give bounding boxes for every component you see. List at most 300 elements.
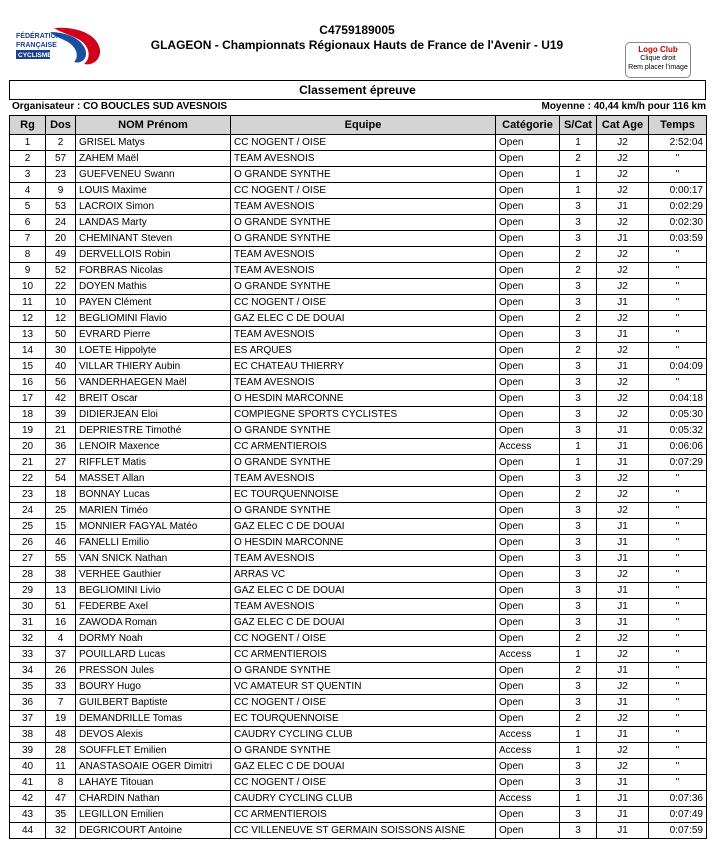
team-cell: TEAM AVESNOIS — [231, 151, 496, 167]
bib-cell: 49 — [46, 247, 76, 263]
age-category-cell: J1 — [597, 695, 649, 711]
rank-cell: 22 — [10, 471, 46, 487]
subcategory-cell: 3 — [560, 567, 597, 583]
bib-cell: 37 — [46, 647, 76, 663]
race-title: GLAGEON - Championnats Régionaux Hauts de France de l'Avenir - U19 — [150, 38, 564, 52]
rider-name-cell: GUILBERT Baptiste — [76, 695, 231, 711]
bib-cell: 57 — [46, 151, 76, 167]
subcategory-cell: 3 — [560, 535, 597, 551]
rider-name-cell: DEMANDRILLE Tomas — [76, 711, 231, 727]
age-category-cell: J1 — [597, 327, 649, 343]
rider-name-cell: LEGILLON Emilien — [76, 807, 231, 823]
age-category-cell: J2 — [597, 135, 649, 151]
age-category-cell: J1 — [597, 231, 649, 247]
rank-cell: 20 — [10, 439, 46, 455]
subcategory-cell: 3 — [560, 199, 597, 215]
time-cell: " — [649, 343, 707, 359]
subcategory-cell: 3 — [560, 503, 597, 519]
rank-cell: 30 — [10, 599, 46, 615]
category-cell: Open — [496, 327, 560, 343]
age-category-cell: J1 — [597, 295, 649, 311]
category-cell: Open — [496, 823, 560, 839]
bib-cell: 38 — [46, 567, 76, 583]
time-cell: " — [649, 551, 707, 567]
time-cell: 0:04:09 — [649, 359, 707, 375]
category-cell: Open — [496, 231, 560, 247]
page-header — [0, 0, 714, 80]
team-cell: O GRANDE SYNTHE — [231, 167, 496, 183]
category-cell: Open — [496, 487, 560, 503]
category-cell: Open — [496, 199, 560, 215]
team-cell: O GRANDE SYNTHE — [231, 503, 496, 519]
bib-cell: 20 — [46, 231, 76, 247]
age-category-cell: J2 — [597, 151, 649, 167]
age-category-cell: J1 — [597, 439, 649, 455]
table-row — [10, 343, 707, 359]
subcategory-cell: 3 — [560, 423, 597, 439]
table-row — [10, 455, 707, 471]
table-row — [10, 647, 707, 663]
table-row — [10, 439, 707, 455]
time-cell: " — [649, 663, 707, 679]
age-category-cell: J1 — [597, 663, 649, 679]
bib-cell: 54 — [46, 471, 76, 487]
rider-name-cell: ANASTASOAIE OGER Dimitri — [76, 759, 231, 775]
team-cell: TEAM AVESNOIS — [231, 599, 496, 615]
rank-cell: 36 — [10, 695, 46, 711]
team-cell: CC ARMENTIEROIS — [231, 647, 496, 663]
bib-cell: 4 — [46, 631, 76, 647]
table-row — [10, 567, 707, 583]
table-row — [10, 167, 707, 183]
rider-name-cell: GUEFVENEU Swann — [76, 167, 231, 183]
rider-name-cell: FANELLI Emilio — [76, 535, 231, 551]
time-cell: 0:07:49 — [649, 807, 707, 823]
category-cell: Open — [496, 343, 560, 359]
table-row — [10, 551, 707, 567]
time-cell: 0:07:36 — [649, 791, 707, 807]
table-row — [10, 135, 707, 151]
age-category-cell: J1 — [597, 551, 649, 567]
age-category-cell: J1 — [597, 535, 649, 551]
time-cell: " — [649, 471, 707, 487]
time-cell: " — [649, 647, 707, 663]
team-cell: EC TOURQUENNOISE — [231, 711, 496, 727]
time-cell: 0:03:59 — [649, 231, 707, 247]
team-cell: O GRANDE SYNTHE — [231, 279, 496, 295]
category-cell: Open — [496, 583, 560, 599]
subcategory-cell: 3 — [560, 759, 597, 775]
age-category-cell: J2 — [597, 503, 649, 519]
col-rank-header: Rg — [10, 116, 46, 135]
age-category-cell: J1 — [597, 359, 649, 375]
rank-cell: 24 — [10, 503, 46, 519]
team-cell: VC AMATEUR ST QUENTIN — [231, 679, 496, 695]
time-cell: 0:07:59 — [649, 823, 707, 839]
rider-name-cell: DERVELLOIS Robin — [76, 247, 231, 263]
rider-name-cell: FEDERBE Axel — [76, 599, 231, 615]
club-logo-hint-2: Rem placer l'image — [628, 64, 688, 71]
subcategory-cell: 3 — [560, 407, 597, 423]
category-cell: Open — [496, 663, 560, 679]
subcategory-cell: 1 — [560, 727, 597, 743]
time-cell: 0:02:30 — [649, 215, 707, 231]
rider-name-cell: MONNIER FAGYAL Matéo — [76, 519, 231, 535]
age-category-cell: J2 — [597, 311, 649, 327]
bib-cell: 8 — [46, 775, 76, 791]
table-row — [10, 727, 707, 743]
age-category-cell: J1 — [597, 727, 649, 743]
team-cell: TEAM AVESNOIS — [231, 199, 496, 215]
team-cell: TEAM AVESNOIS — [231, 551, 496, 567]
table-row — [10, 295, 707, 311]
subcategory-cell: 3 — [560, 471, 597, 487]
age-category-cell: J1 — [597, 823, 649, 839]
time-cell: " — [649, 631, 707, 647]
subcategory-cell: 2 — [560, 663, 597, 679]
age-category-cell: J2 — [597, 375, 649, 391]
rider-name-cell: BEGLIOMINI Livio — [76, 583, 231, 599]
table-row — [10, 375, 707, 391]
age-category-cell: J2 — [597, 247, 649, 263]
subcategory-cell: 1 — [560, 167, 597, 183]
team-cell: O GRANDE SYNTHE — [231, 663, 496, 679]
table-row — [10, 423, 707, 439]
bib-cell: 51 — [46, 599, 76, 615]
rider-name-cell: BREIT Oscar — [76, 391, 231, 407]
team-cell: ES ARQUES — [231, 343, 496, 359]
table-row — [10, 183, 707, 199]
team-cell: O GRANDE SYNTHE — [231, 423, 496, 439]
team-cell: TEAM AVESNOIS — [231, 247, 496, 263]
rank-cell: 21 — [10, 455, 46, 471]
category-cell: Open — [496, 711, 560, 727]
team-cell: EC CHATEAU THIERRY — [231, 359, 496, 375]
rider-name-cell: POUILLARD Lucas — [76, 647, 231, 663]
table-row — [10, 679, 707, 695]
bib-cell: 30 — [46, 343, 76, 359]
bib-cell: 48 — [46, 727, 76, 743]
rank-cell: 32 — [10, 631, 46, 647]
category-cell: Open — [496, 631, 560, 647]
section-title: Classement épreuve — [9, 80, 706, 100]
subcategory-cell: 3 — [560, 695, 597, 711]
team-cell: CAUDRY CYCLING CLUB — [231, 791, 496, 807]
age-category-cell: J2 — [597, 743, 649, 759]
time-cell: " — [649, 759, 707, 775]
subcategory-cell: 2 — [560, 263, 597, 279]
age-category-cell: J2 — [597, 567, 649, 583]
time-cell: " — [649, 167, 707, 183]
table-row — [10, 807, 707, 823]
results-table — [9, 115, 707, 839]
table-header-row — [10, 116, 707, 135]
time-cell: " — [649, 295, 707, 311]
subcategory-cell: 3 — [560, 231, 597, 247]
category-cell: Open — [496, 567, 560, 583]
bib-cell: 35 — [46, 807, 76, 823]
table-row — [10, 535, 707, 551]
age-category-cell: J2 — [597, 487, 649, 503]
time-cell: " — [649, 151, 707, 167]
table-row — [10, 791, 707, 807]
category-cell: Open — [496, 359, 560, 375]
rider-name-cell: LACROIX Simon — [76, 199, 231, 215]
rank-cell: 35 — [10, 679, 46, 695]
table-row — [10, 823, 707, 839]
subcategory-cell: 3 — [560, 391, 597, 407]
bib-cell: 33 — [46, 679, 76, 695]
category-cell: Open — [496, 423, 560, 439]
bib-cell: 40 — [46, 359, 76, 375]
time-cell: " — [649, 375, 707, 391]
ffc-logo-line2: FRANÇAISE — [16, 42, 57, 49]
age-category-cell: J1 — [597, 583, 649, 599]
team-cell: ARRAS VC — [231, 567, 496, 583]
team-cell: GAZ ELEC C DE DOUAI — [231, 583, 496, 599]
time-cell: " — [649, 711, 707, 727]
subcategory-cell: 3 — [560, 551, 597, 567]
team-cell: O HESDIN MARCONNE — [231, 391, 496, 407]
category-cell: Open — [496, 695, 560, 711]
race-info — [12, 101, 706, 114]
age-category-cell: J1 — [597, 455, 649, 471]
age-category-cell: J2 — [597, 647, 649, 663]
rider-name-cell: DEGRICOURT Antoine — [76, 823, 231, 839]
category-cell: Open — [496, 391, 560, 407]
table-row — [10, 407, 707, 423]
table-row — [10, 263, 707, 279]
category-cell: Access — [496, 439, 560, 455]
age-category-cell: J1 — [597, 199, 649, 215]
rider-name-cell: LAHAYE Titouan — [76, 775, 231, 791]
category-cell: Open — [496, 519, 560, 535]
team-cell: O GRANDE SYNTHE — [231, 455, 496, 471]
rank-cell: 16 — [10, 375, 46, 391]
time-cell: " — [649, 615, 707, 631]
subcategory-cell: 2 — [560, 487, 597, 503]
time-cell: 0:05:30 — [649, 407, 707, 423]
age-category-cell: J2 — [597, 711, 649, 727]
rank-cell: 6 — [10, 215, 46, 231]
subcategory-cell: 3 — [560, 375, 597, 391]
rider-name-cell: ZAHEM Maël — [76, 151, 231, 167]
time-cell: " — [649, 519, 707, 535]
rider-name-cell: PRESSON Jules — [76, 663, 231, 679]
table-row — [10, 231, 707, 247]
subcategory-cell: 1 — [560, 183, 597, 199]
col-name-header: NOM Prénom — [76, 116, 231, 135]
category-cell: Access — [496, 727, 560, 743]
bib-cell: 7 — [46, 695, 76, 711]
bib-cell: 11 — [46, 759, 76, 775]
time-cell: " — [649, 503, 707, 519]
rank-cell: 10 — [10, 279, 46, 295]
rider-name-cell: ZAWODA Roman — [76, 615, 231, 631]
table-row — [10, 279, 707, 295]
bib-cell: 21 — [46, 423, 76, 439]
subcategory-cell: 3 — [560, 295, 597, 311]
rank-cell: 27 — [10, 551, 46, 567]
category-cell: Open — [496, 151, 560, 167]
time-cell: 0:02:29 — [649, 199, 707, 215]
time-cell: " — [649, 695, 707, 711]
bib-cell: 15 — [46, 519, 76, 535]
rank-cell: 12 — [10, 311, 46, 327]
bib-cell: 18 — [46, 487, 76, 503]
age-category-cell: J1 — [597, 807, 649, 823]
table-row — [10, 663, 707, 679]
age-category-cell: J2 — [597, 263, 649, 279]
rider-name-cell: DEVOS Alexis — [76, 727, 231, 743]
rank-cell: 8 — [10, 247, 46, 263]
rank-cell: 37 — [10, 711, 46, 727]
bib-cell: 13 — [46, 583, 76, 599]
bib-cell: 39 — [46, 407, 76, 423]
team-cell: GAZ ELEC C DE DOUAI — [231, 519, 496, 535]
team-cell: GAZ ELEC C DE DOUAI — [231, 311, 496, 327]
time-cell: " — [649, 311, 707, 327]
rank-cell: 34 — [10, 663, 46, 679]
bib-cell: 27 — [46, 455, 76, 471]
rank-cell: 33 — [10, 647, 46, 663]
rider-name-cell: VERHEE Gauthier — [76, 567, 231, 583]
subcategory-cell: 3 — [560, 807, 597, 823]
team-cell: CC NOGENT / OISE — [231, 295, 496, 311]
rank-cell: 31 — [10, 615, 46, 631]
category-cell: Open — [496, 215, 560, 231]
subcategory-cell: 1 — [560, 455, 597, 471]
age-category-cell: J2 — [597, 343, 649, 359]
rank-cell: 38 — [10, 727, 46, 743]
subcategory-cell: 2 — [560, 631, 597, 647]
rider-name-cell: MASSET Allan — [76, 471, 231, 487]
subcategory-cell: 2 — [560, 311, 597, 327]
bib-cell: 42 — [46, 391, 76, 407]
subcategory-cell: 2 — [560, 247, 597, 263]
bib-cell: 53 — [46, 199, 76, 215]
club-logo-hint: Clique droit — [640, 55, 676, 62]
rank-cell: 15 — [10, 359, 46, 375]
category-cell: Open — [496, 471, 560, 487]
rider-name-cell: BOURY Hugo — [76, 679, 231, 695]
table-row — [10, 311, 707, 327]
category-cell: Open — [496, 135, 560, 151]
time-cell: " — [649, 247, 707, 263]
time-cell: " — [649, 279, 707, 295]
rank-cell: 17 — [10, 391, 46, 407]
team-cell: GAZ ELEC C DE DOUAI — [231, 615, 496, 631]
bib-cell: 50 — [46, 327, 76, 343]
col-time-header: Temps — [649, 116, 707, 135]
category-cell: Access — [496, 647, 560, 663]
category-cell: Open — [496, 759, 560, 775]
rider-name-cell: DIDIERJEAN Eloi — [76, 407, 231, 423]
rider-name-cell: LOUIS Maxime — [76, 183, 231, 199]
subcategory-cell: 3 — [560, 775, 597, 791]
bib-cell: 12 — [46, 311, 76, 327]
table-row — [10, 743, 707, 759]
table-row — [10, 503, 707, 519]
age-category-cell: J2 — [597, 471, 649, 487]
rank-cell: 25 — [10, 519, 46, 535]
time-cell: " — [649, 679, 707, 695]
team-cell: CAUDRY CYCLING CLUB — [231, 727, 496, 743]
category-cell: Open — [496, 167, 560, 183]
bib-cell: 9 — [46, 183, 76, 199]
club-logo-placeholder[interactable] — [625, 42, 691, 78]
category-cell: Open — [496, 247, 560, 263]
time-cell: " — [649, 263, 707, 279]
age-category-cell: J1 — [597, 599, 649, 615]
team-cell: CC ARMENTIEROIS — [231, 807, 496, 823]
subcategory-cell: 3 — [560, 359, 597, 375]
bib-cell: 23 — [46, 167, 76, 183]
subcategory-cell: 1 — [560, 439, 597, 455]
bib-cell: 22 — [46, 279, 76, 295]
subcategory-cell: 3 — [560, 615, 597, 631]
team-cell: TEAM AVESNOIS — [231, 263, 496, 279]
rank-cell: 4 — [10, 183, 46, 199]
age-category-cell: J1 — [597, 775, 649, 791]
time-cell: " — [649, 599, 707, 615]
rider-name-cell: RIFFLET Matis — [76, 455, 231, 471]
table-row — [10, 615, 707, 631]
rider-name-cell: LANDAS Marty — [76, 215, 231, 231]
ffc-logo-line1: FÉDÉRATION — [16, 33, 61, 40]
subcategory-cell: 3 — [560, 583, 597, 599]
organizer: Organisateur : CO BOUCLES SUD AVESNOIS — [12, 101, 228, 112]
team-cell: CC ARMENTIEROIS — [231, 439, 496, 455]
subcategory-cell: 1 — [560, 743, 597, 759]
table-row — [10, 631, 707, 647]
team-cell: CC NOGENT / OISE — [231, 775, 496, 791]
subcategory-cell: 3 — [560, 215, 597, 231]
category-cell: Open — [496, 807, 560, 823]
table-row — [10, 583, 707, 599]
subcategory-cell: 3 — [560, 599, 597, 615]
rank-cell: 19 — [10, 423, 46, 439]
rider-name-cell: CHEMINANT Steven — [76, 231, 231, 247]
time-cell: 0:04:18 — [649, 391, 707, 407]
age-category-cell: J2 — [597, 167, 649, 183]
bib-cell: 52 — [46, 263, 76, 279]
category-cell: Open — [496, 407, 560, 423]
rank-cell: 29 — [10, 583, 46, 599]
time-cell: " — [649, 583, 707, 599]
team-cell: CC NOGENT / OISE — [231, 631, 496, 647]
rider-name-cell: VILLAR THIERY Aubin — [76, 359, 231, 375]
table-row — [10, 215, 707, 231]
age-category-cell: J2 — [597, 183, 649, 199]
rank-cell: 1 — [10, 135, 46, 151]
category-cell: Open — [496, 279, 560, 295]
table-row — [10, 695, 707, 711]
bib-cell: 16 — [46, 615, 76, 631]
subcategory-cell: 2 — [560, 151, 597, 167]
team-cell: EC TOURQUENNOISE — [231, 487, 496, 503]
rank-cell: 7 — [10, 231, 46, 247]
age-category-cell: J2 — [597, 391, 649, 407]
rider-name-cell: VANDERHAEGEN Maël — [76, 375, 231, 391]
rank-cell: 18 — [10, 407, 46, 423]
subcategory-cell: 3 — [560, 327, 597, 343]
bib-cell: 10 — [46, 295, 76, 311]
team-cell: CC VILLENEUVE ST GERMAIN SOISSONS AISNE — [231, 823, 496, 839]
col-category-header: Catégorie — [496, 116, 560, 135]
col-subcategory-header: S/Cat — [560, 116, 597, 135]
time-cell: 0:06:06 — [649, 439, 707, 455]
